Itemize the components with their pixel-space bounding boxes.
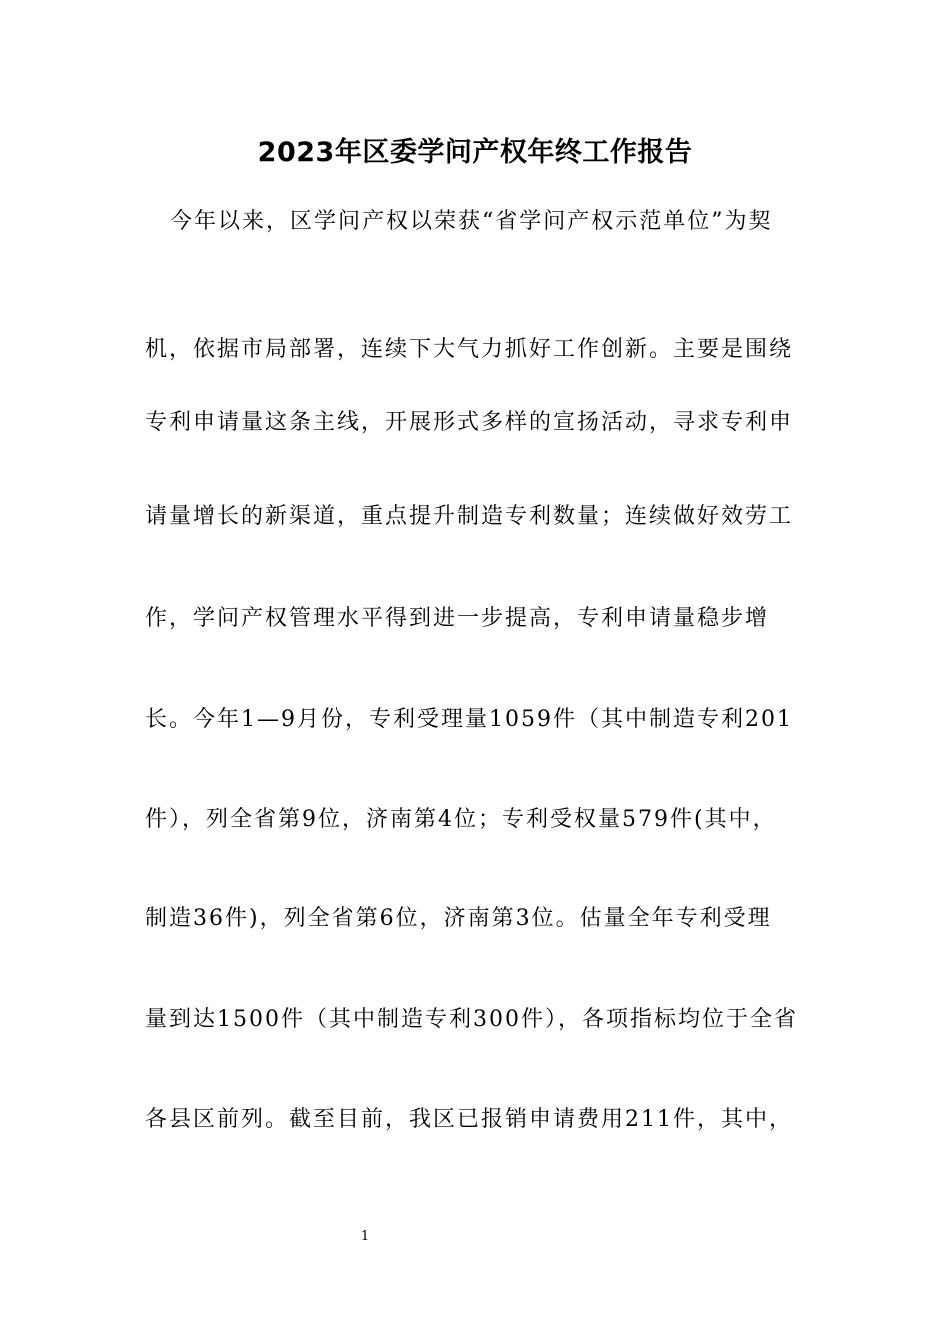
document-title: 2023年区委学问产权年终工作报告	[257, 137, 693, 168]
paragraph-line: 作，学问产权管理水平得到进一步提高，专利申请量稳步增	[145, 606, 770, 631]
paragraph-line: 机，依据市局部署，连续下大气力抓好工作创新。主要是围绕	[145, 337, 794, 362]
paragraph-line: 专利申请量这条主线，开展形式多样的宣扬活动，寻求专利申	[145, 410, 794, 435]
paragraph-line: 量到达1500件（其中制造专利300件），各项指标均位于全省	[145, 1007, 798, 1032]
paragraph-line: 件），列全省第9位，济南第4位；专利受权量579件(其中，	[145, 807, 777, 832]
paragraph-line: 制造36件)，列全省第6位，济南第3位。估量全年专利受理	[145, 906, 772, 931]
paragraph-line: 各县区前列。截至目前，我区已报销申请费用211件，其中，	[145, 1107, 793, 1132]
page-number: 1	[360, 1229, 370, 1244]
paragraph-line: 今年以来，区学问产权以荣获“省学问产权示范单位”为契	[170, 209, 773, 234]
paragraph-line: 请量增长的新渠道，重点提升制造专利数量；连续做好效劳工	[145, 504, 794, 529]
paragraph-line: 长。今年1—9月份，专利受理量1059件（其中制造专利201	[145, 707, 793, 732]
